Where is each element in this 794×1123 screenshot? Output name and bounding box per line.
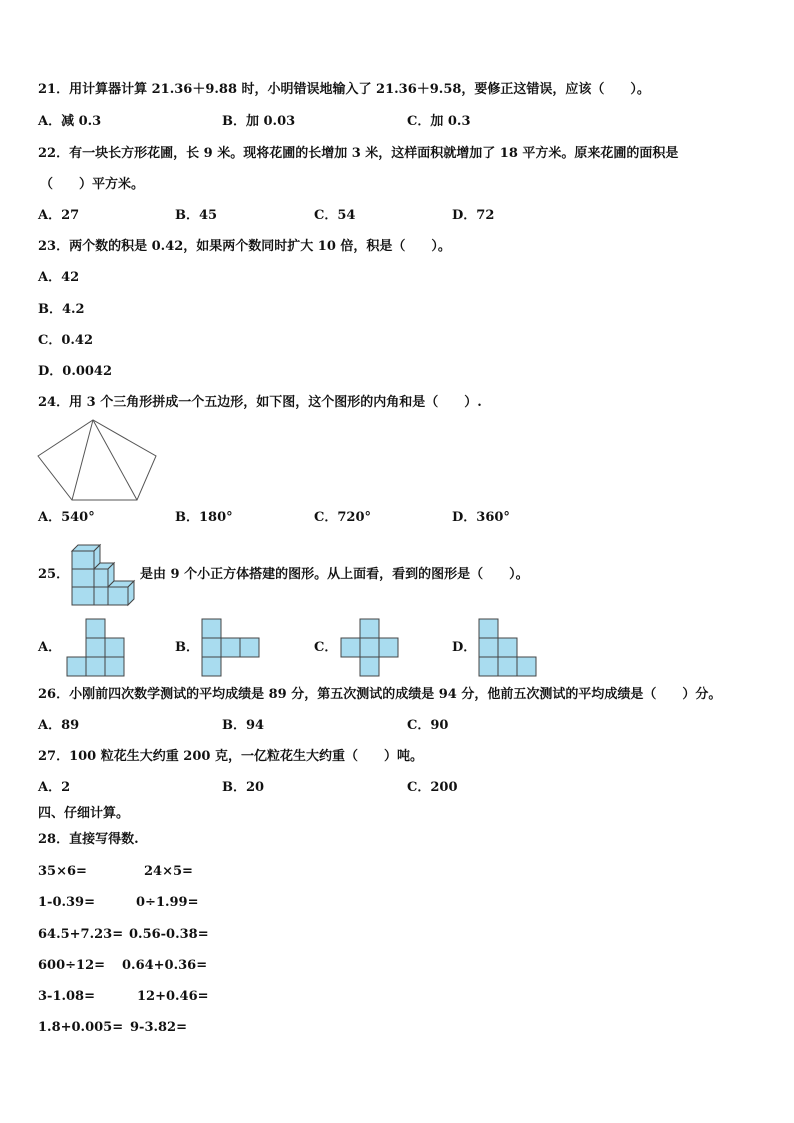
q23-option-c: C．0.42 — [38, 333, 94, 348]
q23-stem: 23．两个数的积是 0.42，如果两个数同时扩大 10 倍，积是（ ）。 — [38, 239, 451, 254]
calc-item: 0.56-0.38= — [129, 927, 209, 942]
q22-option-b: B．45 — [175, 208, 218, 223]
q22-option-d: D．72 — [452, 208, 495, 223]
q25-option-b-label: B． — [175, 640, 199, 655]
cube-stack-figure — [68, 541, 140, 607]
q25-option-c-figure — [340, 618, 402, 680]
q26-option-b: B．94 — [222, 718, 265, 733]
calc-item: 35×6= — [38, 864, 87, 879]
q28-stem: 28．直接写得数. — [38, 832, 139, 847]
q27-option-a: A．2 — [38, 780, 71, 795]
section-title: 四、仔细计算。 — [38, 806, 130, 821]
q22-stem-line2: （ ）平方米。 — [40, 177, 145, 192]
q24-option-d: D．360° — [452, 510, 510, 525]
q21-option-a: A．减 0.3 — [38, 114, 102, 129]
calc-item: 0÷1.99= — [136, 895, 199, 910]
q25-option-d-label: D． — [452, 640, 477, 655]
q25-stem: 是由 9 个小正方体搭建的图形。从上面看，看到的图形是（ ）。 — [140, 567, 529, 582]
q21-stem: 21．用计算器计算 21.36＋9.88 时，小明错误地输入了 21.36＋9.58，要修正这错误，应该（ ）。 — [38, 82, 650, 97]
q24-stem: 24．用 3 个三角形拼成一个五边形，如下图，这个图形的内角和是（ ）. — [38, 395, 482, 410]
q21-option-b: B．加 0.03 — [222, 114, 296, 129]
q25-option-c-label: C． — [314, 640, 338, 655]
q21-option-c: C．加 0.3 — [407, 114, 471, 129]
calc-item: 1.8+0.005= — [38, 1020, 124, 1035]
calc-item: 3-1.08= — [38, 989, 95, 1004]
q25-number: 25． — [38, 567, 70, 582]
q24-option-c: C．720° — [314, 510, 371, 525]
q27-option-c: C．200 — [407, 780, 458, 795]
q25-option-a-figure — [66, 618, 128, 680]
q26-stem: 26．小刚前四次数学测试的平均成绩是 89 分，第五次测试的成绩是 94 分，他前五次测试的平均成绩是（ ）分。 — [38, 687, 722, 702]
q22-option-a: A．27 — [38, 208, 80, 223]
q26-option-a: A．89 — [38, 718, 80, 733]
q27-option-b: B．20 — [222, 780, 265, 795]
q25-option-b-figure — [201, 618, 263, 680]
pentagon-figure — [36, 418, 160, 502]
calc-item: 64.5+7.23= — [38, 927, 124, 942]
calc-item: 1-0.39= — [38, 895, 95, 910]
q23-option-a: A．42 — [38, 270, 80, 285]
calc-item: 24×5= — [144, 864, 193, 879]
calc-item: 12+0.46= — [137, 989, 209, 1004]
q22-option-c: C．54 — [314, 208, 356, 223]
calc-item: 600÷12= — [38, 958, 106, 973]
q26-option-c: C．90 — [407, 718, 449, 733]
q24-option-b: B．180° — [175, 510, 233, 525]
q23-option-d: D．0.0042 — [38, 364, 113, 379]
q23-option-b: B．4.2 — [38, 302, 85, 317]
q25-option-d-figure — [478, 618, 540, 680]
q22-stem-line1: 22．有一块长方形花圃，长 9 米。现将花圃的长增加 3 米，这样面积就增加了 18 平方米。原来花圃的面积是 — [38, 146, 679, 161]
q27-stem: 27．100 粒花生大约重 200 克，一亿粒花生大约重（ ）吨。 — [38, 749, 423, 764]
calc-item: 0.64+0.36= — [122, 958, 208, 973]
calc-item: 9-3.82= — [130, 1020, 187, 1035]
q25-option-a-label: A． — [38, 640, 62, 655]
q24-option-a: A．540° — [38, 510, 95, 525]
